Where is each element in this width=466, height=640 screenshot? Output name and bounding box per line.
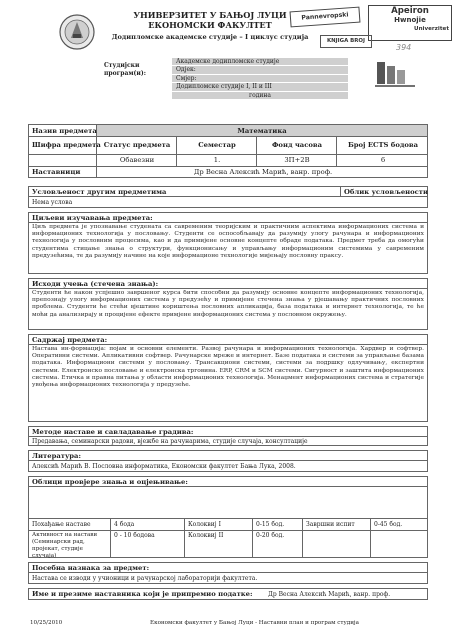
assessment-row-f: 0-45 бод.	[374, 521, 403, 528]
assessment-row-c: Колоквиј I	[188, 521, 221, 528]
status-value: Обавезни	[119, 156, 155, 164]
conditions-label: Условљеност другим предметима	[32, 188, 167, 196]
stamp-apeiron: Apeiron	[391, 6, 429, 16]
faculty-name: ЕКОНОМСКИ ФАКУЛТЕТ	[148, 20, 272, 30]
assessment-row-c: Колоквиј II	[188, 532, 224, 539]
university-name: УНИВЕРЗИТЕТ У БАЊОЈ ЛУЦИ	[133, 10, 287, 20]
registry-stamp	[290, 3, 456, 52]
teachers-value: Др Весна Алексић Марић, ванр. проф.	[193, 168, 333, 176]
assessment-row-b: 4 бода	[114, 521, 135, 528]
content-text: Настава ин-формација: појам и основни елементи. Развој рачунара и информационих технологија. Хардвер и софтвер. Оперативни системи. Апликативни софтвер. Рачунарске мреже и интернет. Базе података и системи за управљање базама података. Информациони системи у пословању. Трансакциони системи, системи за подршку одлучивању, експертни системи. Електронско пословање и електронска трговина. ERP, CRM и SCM системи. Сигурност и заштита информационих система. Етичка и правна питања у области информационих технологија. Менаџмент информационих система и стратегије увођења информационих технологија у предузеће.	[32, 346, 424, 389]
assessment-row-d: 0-15 бод.	[256, 521, 285, 528]
hours-value: 3П+2В	[284, 156, 310, 164]
program-line: Смјер:	[172, 75, 348, 82]
literature-text: Алексић Марић В. Пословна информатика, Економски факултет Бања Лука, 2008.	[32, 463, 296, 470]
goals-text: Циљ предмета је упознавање студената са савременим теоријским и практичним аспектима информационих система и информационих технологија у пословању. Студенти се оспособљавају да разумију улогу рачунара и информационих технологија у пословним процесима, као и да примијене основне концепте обраде података. Предмет треба да омогући студентима стицање знања о структури, функционисању и управљању информационим системима у савременим предузећима, те да разумију начине на које информационе технологије мијењају пословну праксу.	[32, 224, 424, 259]
university-seal-logo	[58, 10, 96, 54]
faculty-logo	[375, 60, 415, 90]
special-heading: Посебна назнака за предмет:	[32, 564, 150, 572]
teacher-line-label: Име и презиме наставника који је припремио податке:	[32, 590, 253, 598]
teachers-label: Наставници	[32, 168, 81, 176]
assessment-row-b: 0 - 10 бодова	[114, 532, 155, 539]
program-line: година	[172, 92, 348, 99]
program-line: Одјек:	[172, 66, 348, 73]
special-text: Настава се изводи у учионици и рачунарској лабораторији факултета.	[32, 575, 258, 582]
methods-text: Предавања, семинарски радови, вјежбе на рачунарима, студије случаја, консултације	[32, 438, 308, 445]
goals-heading: Циљеви изучавања предмета:	[32, 214, 153, 222]
assessment-heading: Облици провјере знања и оцјењивање:	[32, 478, 188, 486]
outcomes-text: Студенти ће након успјешно завршеног курса бити способни да разумију основне концепте информационих технологија, препознају улогу информационих система у предузећу и примијене стечена знања у рјешавању практичних пословних проблема. Студенти ће стећи вјештине кориштења пословних апликација, базa података и интернет технологија, те ће моћи да анализирају и процијене ефекте примјене информационих система у пословном окружењу.	[32, 290, 424, 318]
stamp-brand: Hwnojie	[394, 16, 426, 24]
condition-form-label: Облик условљености	[344, 188, 429, 196]
course-name-label: Назив предмета	[32, 127, 97, 135]
program-line: Додипломске студије I, II и III	[172, 83, 348, 90]
study-cycle: Додипломске академске студије – I циклус студија	[111, 33, 309, 41]
col-ects-header: Број ECTS бодова	[347, 141, 419, 149]
stamp-knjiga-broj: KNJIGA BROJ	[320, 35, 372, 48]
course-name-value: Математика	[237, 127, 287, 135]
stamp-apeiron-box	[368, 5, 452, 41]
course-code-label: Шифра предмета	[32, 141, 101, 149]
footer-title: Економски факултет у Бањој Луци - Наставни план и програм студија	[150, 620, 360, 626]
methods-heading: Методе наставе и савладавање градива:	[32, 428, 194, 436]
program-list	[172, 58, 348, 99]
col-semester-header: Семестар	[198, 141, 236, 149]
program-line: Академске додипломске студије	[172, 58, 348, 65]
handwritten-number: 394	[396, 43, 412, 52]
stamp-pannevropski: Pannevropski	[290, 7, 361, 28]
assessment-row-a: Активност на настави (Семинарски рад, пројекат, студије случаја)	[32, 532, 98, 559]
stamp-univerzitet: Univerzitet	[414, 26, 449, 32]
footer-date: 10/25/2010	[30, 620, 63, 626]
teacher-line-value: Др Весна Алексић Марић, ванр. проф.	[268, 591, 391, 598]
conditions-value: Нема услова	[32, 199, 73, 206]
literature-heading: Литература:	[32, 452, 81, 460]
assessment-row-e: Завршни испит	[306, 521, 355, 528]
content-heading: Садржај предмета:	[32, 336, 108, 344]
program-label: Студијски програм(и):	[104, 62, 146, 77]
col-status-header: Статус предмета	[103, 141, 171, 149]
assessment-row-d: 0-20 бод.	[256, 532, 285, 539]
assessment-row-a: Похађање наставе	[32, 521, 91, 528]
outcomes-heading: Исходи учења (стечена знања):	[32, 280, 159, 288]
ects-value: 6	[380, 156, 386, 164]
col-hours-header: Фонд часова	[271, 141, 323, 149]
semester-value: 1.	[213, 156, 221, 164]
